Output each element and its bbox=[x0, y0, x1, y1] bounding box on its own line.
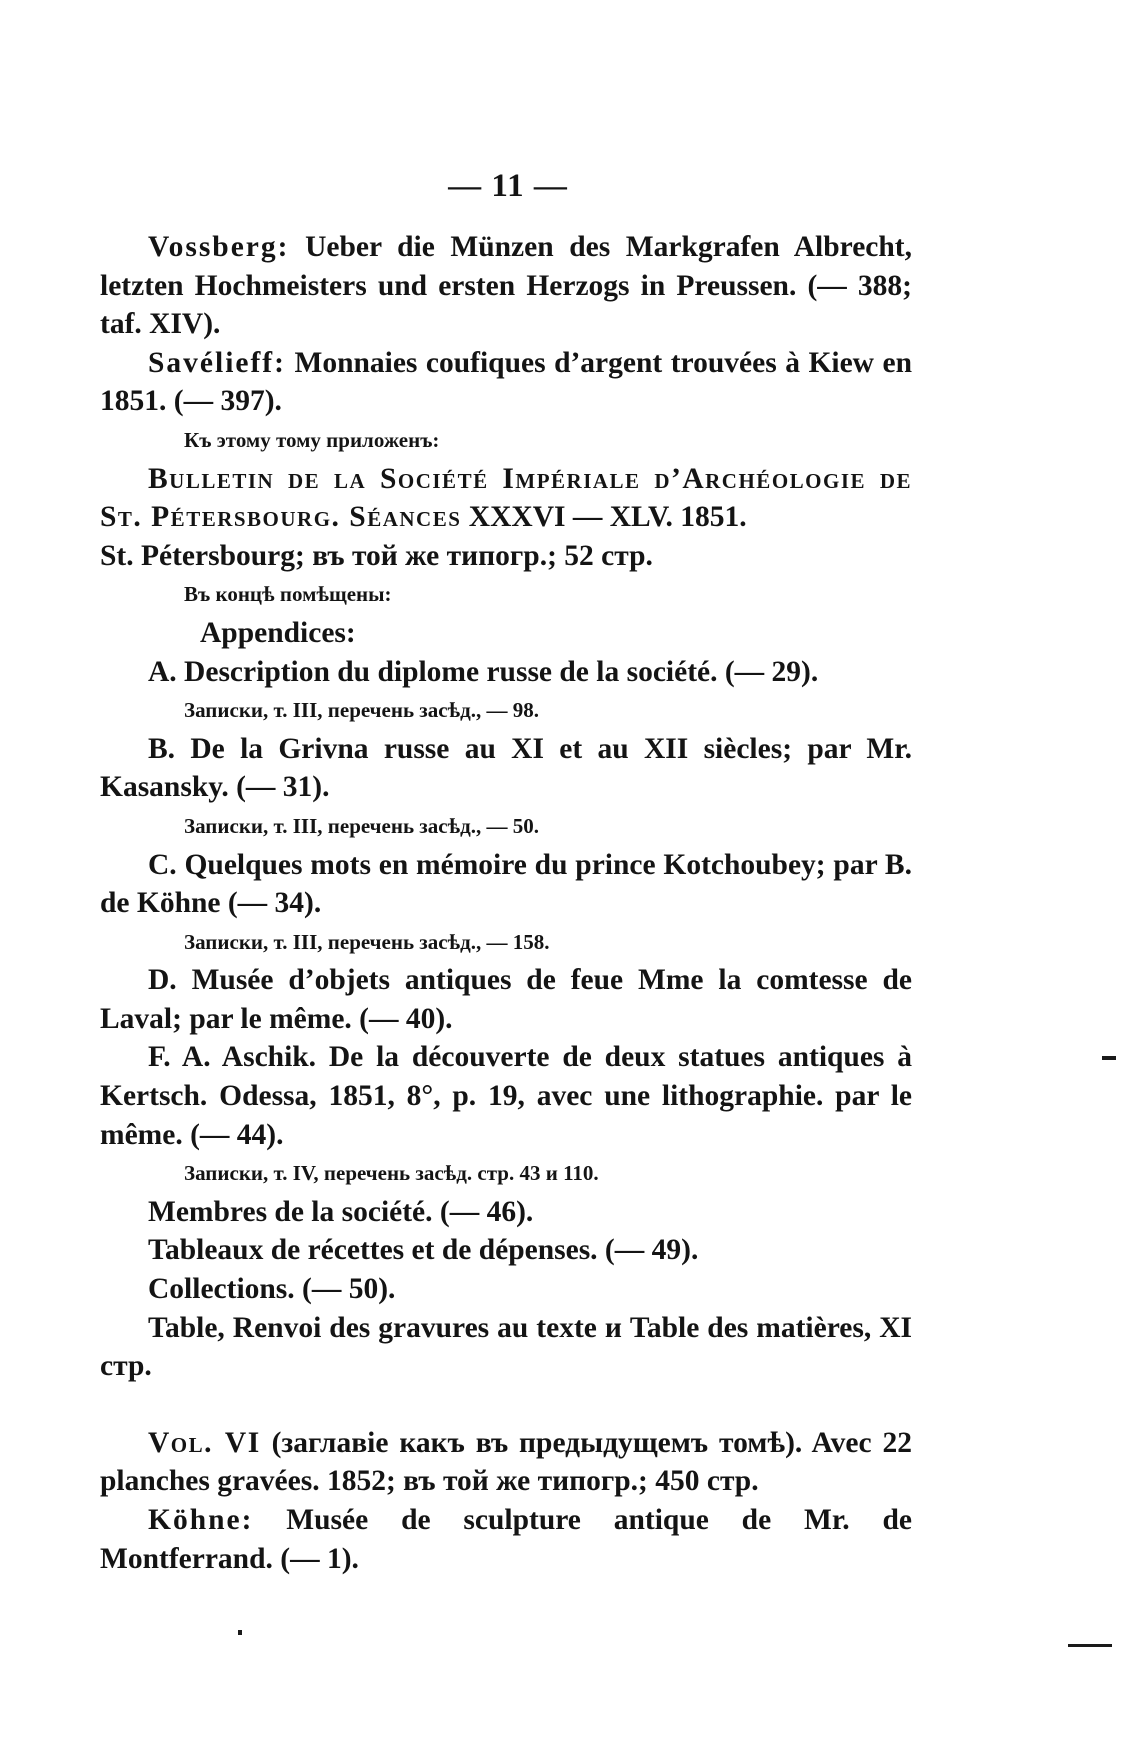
page-number: — 11 — bbox=[448, 168, 568, 204]
item-members: Membres de la société. (— 46). bbox=[148, 1195, 534, 1228]
appendix-f-ref: Записки, т. IV, перечень засѣд. стр. 43 и 110. bbox=[184, 1161, 599, 1186]
entry-kohne bbox=[100, 1501, 912, 1578]
page-speck bbox=[238, 1630, 242, 1635]
page-body bbox=[100, 228, 912, 1578]
appendix-a: A. Description du diplome russe de la société. (— 29). bbox=[148, 655, 819, 688]
bulletin-imprint: St. Pétersbourg; въ той же типогр.; 52 стр. bbox=[100, 539, 653, 572]
appendix-d: D. Musée d’objets antiques de feue Mme la comtesse de Laval; par le même. (— 40). bbox=[100, 964, 912, 1035]
item-collections: Collections. (— 50). bbox=[148, 1273, 396, 1306]
supplement-note: Къ этому тому приложенъ: bbox=[184, 427, 440, 452]
paragraph-gap bbox=[100, 1386, 912, 1424]
end-note: Въ концѣ помѣщены: bbox=[184, 582, 392, 607]
bulletin-title-caps: Bulletin de la Société Impériale d’Archéologie de St. Pétersbourg. Séances bbox=[100, 462, 912, 534]
entry-author: Köhne: bbox=[148, 1504, 254, 1536]
appendix-c: C. Quelques mots en mémoire du prince Kotchoubey; par B. de Köhne (— 34). bbox=[100, 848, 912, 920]
bulletin-title-rest: XXXVI — XLV. 1851. bbox=[461, 501, 747, 534]
entry-text: Musée de sculpture antique de Mr. de Montferrand. (— 1). bbox=[100, 1504, 912, 1575]
appendix-b-ref: Записки, т. III, перечень засѣд., — 50. bbox=[184, 813, 540, 838]
entry-savelieff bbox=[100, 344, 912, 421]
appendix-c-ref: Записки, т. III, перечень засѣд., — 158. bbox=[184, 929, 550, 954]
item-table: Table, Renvoi des gravures au texte и Table des matières, XI стр. bbox=[100, 1311, 912, 1383]
appendix-a-ref: Записки, т. III, перечень засѣд., — 98. bbox=[184, 698, 540, 723]
margin-dash bbox=[1102, 1056, 1116, 1060]
entry-text: Monnaies coufiques d’argent trouvées à Kiew en 1851. (— 397). bbox=[100, 346, 912, 418]
entry-author: Savélieff: bbox=[148, 346, 286, 379]
bulletin-title bbox=[100, 460, 912, 537]
appendices-title: Appendices: bbox=[200, 616, 356, 649]
margin-rule bbox=[1068, 1644, 1112, 1647]
entry-text: Ueber die Münzen des Markgrafen Albrecht, letzten Hochmeisters und ersten Herzogs in Preussen. (— 388; taf. XIV). bbox=[100, 231, 912, 341]
entry-author: Vossberg: bbox=[148, 231, 290, 263]
entry-vossberg bbox=[100, 228, 912, 344]
item-tableaux: Tableaux de récettes et de dépenses. (— 49). bbox=[148, 1234, 699, 1267]
entry-vol6 bbox=[100, 1424, 912, 1501]
appendix-f: F. A. Aschik. De la découverte de deux statues antiques à Kertsch. Odessa, 1851, 8°, p. 19, avec une lithographie. par le même. (— 44). bbox=[100, 1041, 912, 1151]
volume-text: (заглавіе какъ въ предыдущемъ томѣ). Avec 22 planches gravées. 1852; въ той же типогр.; 450 стр. bbox=[100, 1426, 912, 1498]
appendix-b: B. De la Grivna russe au XI et au XII siècles; par Mr. Kasansky. (— 31). bbox=[100, 732, 912, 804]
volume-label: Vol. VI bbox=[148, 1426, 261, 1459]
